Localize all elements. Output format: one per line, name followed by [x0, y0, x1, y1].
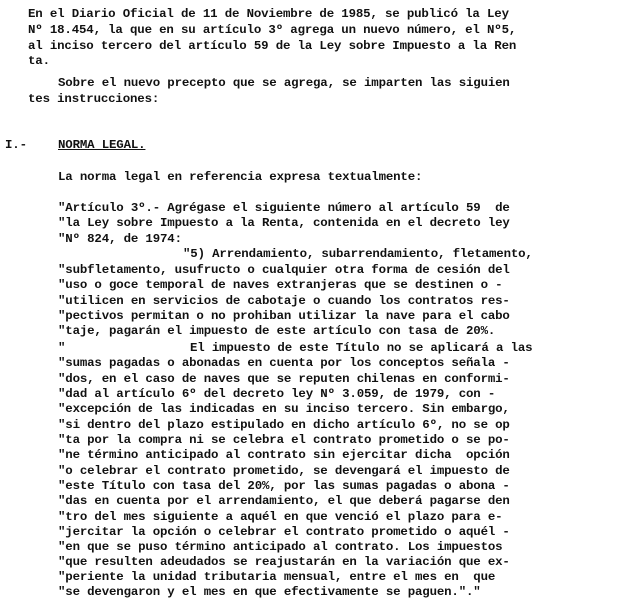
paragraph-2-line-13: "jercitar la opción o celebrar el contrato prometido o aquél - [58, 525, 510, 539]
paragraph-2-line-11: "das en cuenta por el arrendamiento, el que deberá pagarse den [58, 494, 510, 508]
numeral-5-line-2: "subfletamento, usufructo o cualquier otra forma de cesión del [58, 263, 510, 277]
paragraph-2-opening-quote: " [58, 341, 66, 355]
paragraph-2-line-12: "tro del mes siguiente a aquél en que venció el plazo para e- [58, 510, 503, 524]
paragraph-2-line-8: "ne término anticipado al contrato sin ejercitar dicha opción [58, 448, 510, 462]
article-header-line-2: "la Ley sobre Impuesto a la Renta, contenida en el decreto ley [58, 216, 510, 230]
intro-line-3: al inciso tercero del artículo 59 de la Ley sobre Impuesto a la Ren [28, 39, 517, 53]
section-title: NORMA LEGAL. [58, 138, 146, 152]
paragraph-2-line-7: "ta por la compra ni se celebra el contrato prometido o se po- [58, 433, 510, 447]
paragraph-2-line-5: "excepción de las indicadas en su inciso tercero. Sin embargo, [58, 402, 510, 416]
instructions-line-2: tes instrucciones: [28, 92, 160, 106]
paragraph-2-line-15: "que resulten adeudados se reajustarán en la variación que ex- [58, 555, 510, 569]
paragraph-2-line-17: "se devengaron y el mes en que efectivamente se paguen."." [58, 585, 481, 599]
intro-line-1: En el Diario Oficial de 11 de Noviembre de 1985, se publicó la Ley [28, 7, 509, 21]
paragraph-2-line-3: "dos, en el caso de naves que se reputen chilenas en conformi- [58, 372, 510, 386]
paragraph-2-line-16: "periente la unidad tributaria mensual, entre el mes en que [58, 570, 496, 584]
numeral-5-line-6: "taje, pagarán el impuesto de este artículo con tasa de 20%. [58, 324, 496, 338]
numeral-5-line-3: "uso o goce temporal de naves extranjeras que se destinen o - [58, 278, 503, 292]
numeral-5-line-4: "utilicen en servicios de cabotaje o cuando los contratos res- [58, 294, 510, 308]
instructions-line-1: Sobre el nuevo precepto que se agrega, se imparten las siguien [58, 76, 510, 90]
paragraph-2-line-4: "dad al artículo 6º del decreto ley Nº 3.059, de 1979, con - [58, 387, 496, 401]
paragraph-2-line-2: "sumas pagadas o abonadas en cuenta por los conceptos señala - [58, 356, 510, 370]
intro-line-4: ta. [28, 54, 50, 68]
article-header-line-1: "Artículo 3º.- Agrégase el siguiente número al artículo 59 de [58, 201, 510, 215]
lead-sentence: La norma legal en referencia expresa textualmente: [58, 170, 423, 184]
paragraph-2-line-6: "si dentro del plazo estipulado en dicho artículo 6º, no se op [58, 418, 510, 432]
paragraph-2-line-10: "este Título con tasa del 20%, por las sumas pagadas o abona - [58, 479, 510, 493]
paragraph-2-line-1: El impuesto de este Título no se aplicará a las [190, 341, 533, 355]
paragraph-2-line-9: "o celebrar el contrato prometido, se devengará el impuesto de [58, 464, 510, 478]
paragraph-2-line-14: "en que se puso término anticipado al contrato. Los impuestos [58, 540, 503, 554]
numeral-5-line-5: "pectivos permitan o no prohiban utilizar la nave para el cabo [58, 309, 510, 323]
section-number: I.- [5, 138, 27, 152]
article-header-line-3: "Nº 824, de 1974: [58, 232, 182, 246]
intro-line-2: Nº 18.454, la que en su artículo 3º agrega un nuevo número, el Nº5, [28, 23, 517, 37]
numeral-5-line-1: "5) Arrendamiento, subarrendamiento, fletamento, [183, 247, 533, 261]
